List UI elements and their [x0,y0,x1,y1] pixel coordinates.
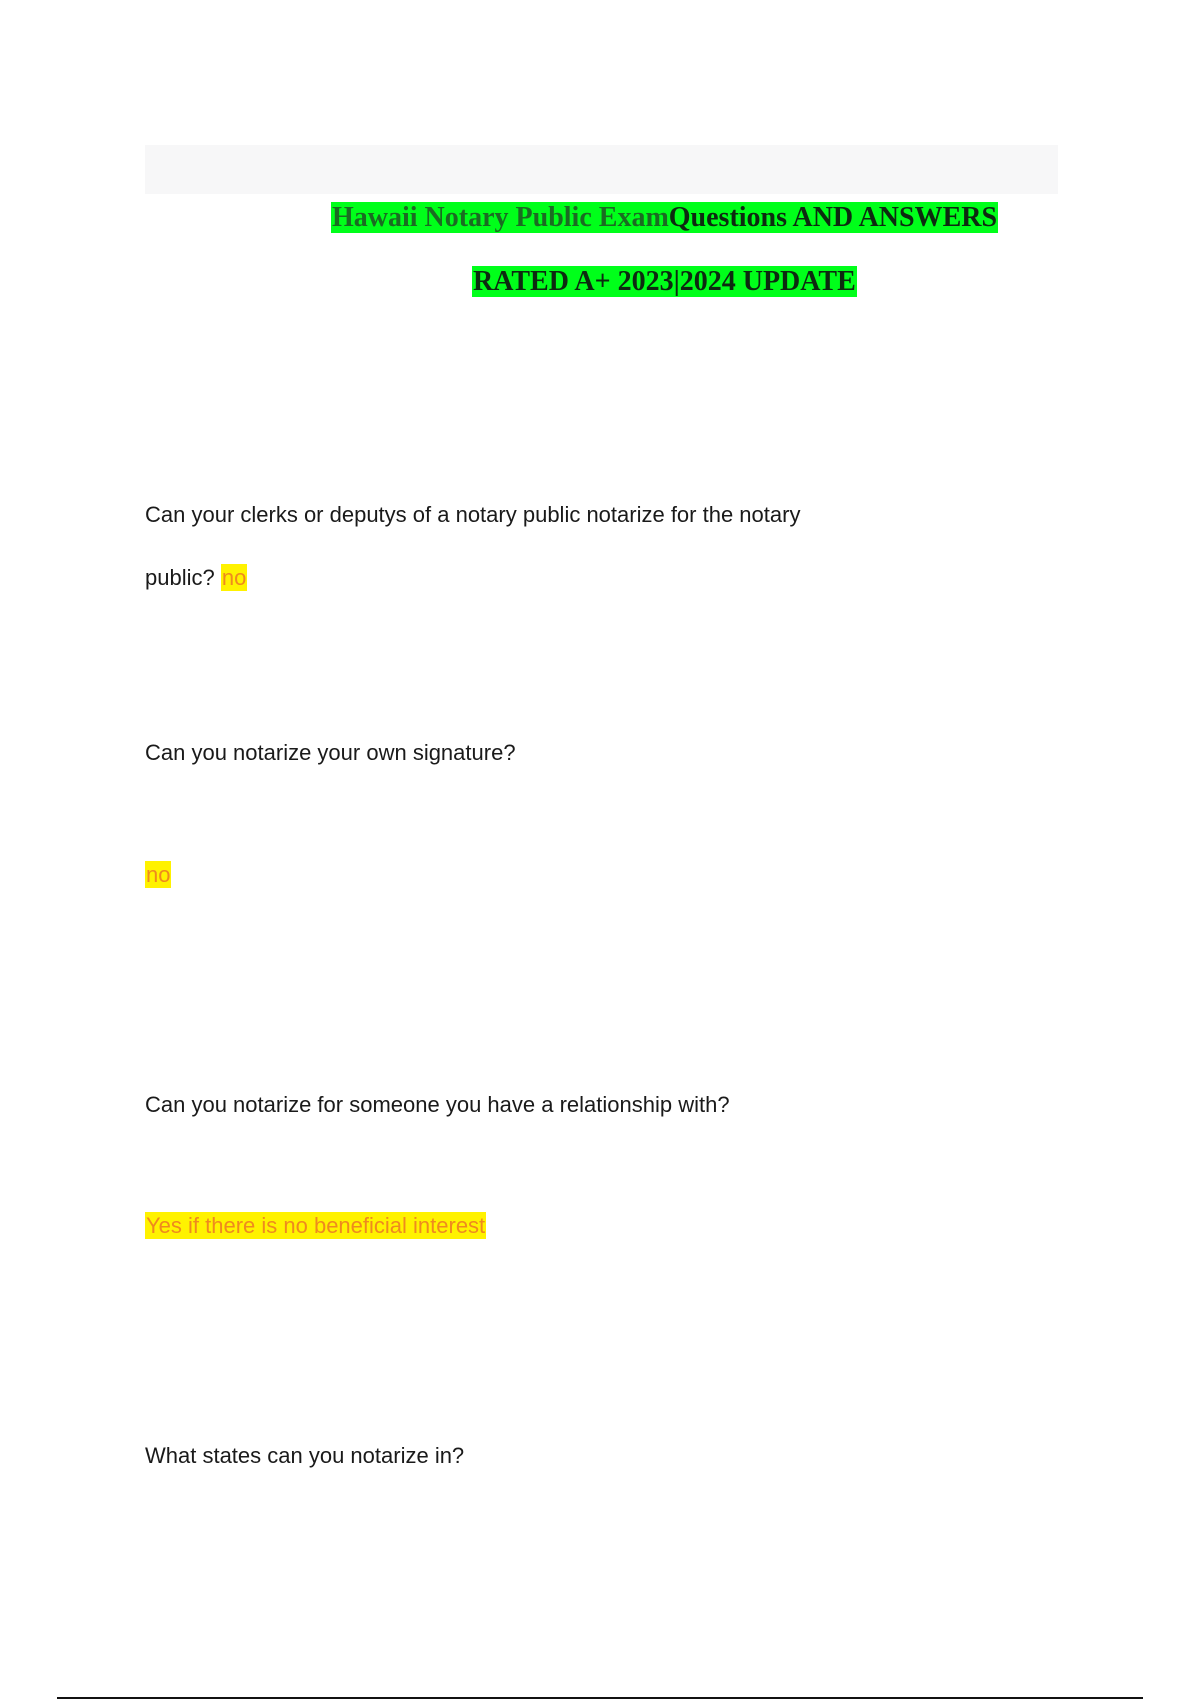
question-2: Can you notarize your own signature? [145,740,516,765]
title-part-2: Questions AND ANSWERS [668,202,998,233]
question-4: What states can you notarize in? [145,1443,465,1468]
answer-2-line [145,860,171,890]
document-title-line-2 [472,265,857,299]
answer-2: no [146,862,171,887]
question-1-line-2-text: public? [145,565,215,590]
header-band [145,145,1058,194]
question-3: Can you notarize for someone you have a relationship with? [145,1092,730,1117]
title-subline: RATED A+ 2023|2024 UPDATE [473,266,856,297]
question-1-line-1: Can your clerks or deputys of a notary public notarize for the notary [145,502,801,527]
title-highlight [331,202,998,233]
answer-3: Yes if there is no beneficial interest [146,1213,486,1238]
footer-rule [57,1697,1143,1699]
title-part-1: Hawaii Notary Public Exam [332,202,669,233]
answer-1: no [221,565,247,590]
document-title-line-1 [331,201,998,235]
answer-3-line [145,1211,486,1241]
question-1-line-2 [145,563,247,593]
